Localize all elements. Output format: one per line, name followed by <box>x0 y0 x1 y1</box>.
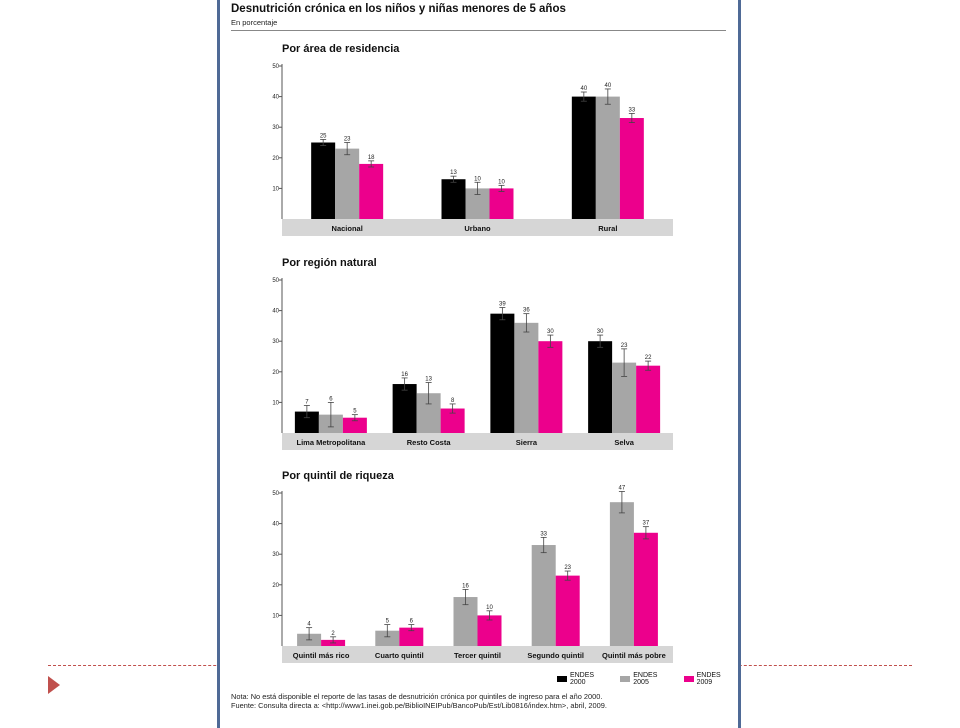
legend-label-endes-2000: ENDES 2000 <box>569 672 595 686</box>
chart-title: Por región natural <box>282 257 377 269</box>
data-label-endes-2005-segundo-quintil: 33 <box>540 531 548 538</box>
legend-swatch-endes-2000 <box>557 676 567 682</box>
data-label-endes-2000-urbano: 13 <box>450 170 457 177</box>
data-label-endes-2009-cuarto-quintil: 6 <box>409 618 413 625</box>
legend-label-endes-2009: ENDES 2009 <box>696 672 721 686</box>
bar-endes-2000-sierra <box>490 314 514 433</box>
bar-endes-2009-nacional <box>359 164 383 219</box>
title-rule <box>231 30 726 31</box>
data-label-endes-2009-tercer-quintil: 10 <box>486 604 493 611</box>
data-label-endes-2000-rural: 40 <box>580 86 588 93</box>
data-label-endes-2009-sierra: 30 <box>547 329 554 336</box>
chart-title: Por área de residencia <box>282 43 400 55</box>
slide-bullet-arrow-icon <box>48 676 60 694</box>
footnote-note: Nota: No está disponible el reporte de las tasas de desnutrición crónica por quintiles de ingreso para el año 2000. <box>231 692 603 701</box>
data-label-endes-2009-quintil-mas-rico: 2 <box>331 630 335 637</box>
bar-endes-2005-nacional <box>335 149 359 219</box>
bar-endes-2005-rural <box>596 97 620 219</box>
bar-endes-2009-segundo-quintil <box>556 576 580 646</box>
chart-quintil-de-riqueza <box>220 463 738 667</box>
y-tick-label: 10 <box>272 613 279 620</box>
category-label-resto-costa: Resto Costa <box>406 438 451 447</box>
y-tick-label: 20 <box>272 582 279 589</box>
data-label-endes-2009-nacional: 18 <box>367 154 375 161</box>
data-label-endes-2009-rural: 33 <box>628 107 636 114</box>
category-label-selva: Selva <box>614 438 634 447</box>
y-tick-label: 50 <box>272 64 279 70</box>
y-tick-label: 40 <box>272 308 279 315</box>
legend-swatch-endes-2009 <box>684 676 694 682</box>
legend-label-endes-2005: ENDES 2005 <box>633 672 658 686</box>
category-label-quintil-mas-pobre: Quintil más pobre <box>602 651 666 660</box>
bar-endes-2005-sierra <box>514 323 538 433</box>
category-label-sierra: Sierra <box>515 438 538 447</box>
bar-endes-2000-resto-costa <box>393 384 417 433</box>
data-label-endes-2009-resto-costa: 8 <box>450 397 455 404</box>
legend-item-endes-2005 <box>620 672 674 686</box>
category-label-tercer-quintil: Tercer quintil <box>454 651 501 660</box>
data-label-endes-2009-lima-metropolitana: 5 <box>353 408 357 415</box>
bar-endes-2009-sierra <box>538 341 562 433</box>
data-label-endes-2009-selva: 22 <box>644 355 652 362</box>
data-label-endes-2005-sierra: 36 <box>523 307 530 314</box>
bar-endes-2009-rural <box>620 118 644 219</box>
data-label-endes-2000-sierra: 39 <box>499 301 506 308</box>
data-label-endes-2000-lima-metropolitana: 7 <box>305 399 309 406</box>
bar-endes-2000-selva <box>588 341 612 433</box>
y-tick-label: 20 <box>272 155 279 162</box>
data-label-endes-2009-quintil-mas-pobre: 37 <box>642 520 650 527</box>
footnote <box>231 692 726 710</box>
data-label-endes-2005-lima-metropolitana: 6 <box>329 396 333 403</box>
category-label-cuarto-quintil: Cuarto quintil <box>374 651 424 660</box>
category-label-rural: Rural <box>598 224 618 233</box>
chart-area-de-residencia <box>220 36 738 240</box>
y-tick-label: 30 <box>272 125 279 132</box>
legend-item-endes-2000 <box>557 672 611 686</box>
document-title: Desnutrición crónica en los niños y niñas menores de 5 años <box>231 3 566 15</box>
y-tick-label: 50 <box>272 278 279 284</box>
legend-swatch-endes-2005 <box>620 676 630 682</box>
category-label-nacional: Nacional <box>331 224 363 233</box>
y-tick-label: 40 <box>272 521 279 528</box>
y-tick-label: 30 <box>272 339 279 346</box>
data-label-endes-2005-resto-costa: 13 <box>425 376 432 383</box>
data-label-endes-2005-quintil-mas-pobre: 47 <box>618 485 626 492</box>
data-label-endes-2009-segundo-quintil: 23 <box>564 565 572 572</box>
bar-endes-2009-urbano <box>490 188 514 219</box>
data-label-endes-2000-selva: 30 <box>596 329 604 336</box>
bar-endes-2000-urbano <box>442 179 466 219</box>
footnote-source: Fuente: Consulta directa a: <http://www1.inei.gob.pe/BiblioINEIPub/BancoPub/Est/Lib0816/index.htm>, abril, 2009. <box>231 701 607 710</box>
y-tick-label: 10 <box>272 186 279 193</box>
bar-endes-2009-selva <box>636 366 660 433</box>
data-label-endes-2005-cuarto-quintil: 5 <box>385 618 389 625</box>
y-tick-label: 30 <box>272 552 279 559</box>
category-label-lima-metropolitana: Lima Metropolitana <box>296 438 366 447</box>
chart-legend <box>557 672 738 686</box>
bar-endes-2005-segundo-quintil <box>532 545 556 646</box>
data-label-endes-2005-quintil-mas-rico: 4 <box>307 621 311 628</box>
chart-region-natural <box>220 250 738 454</box>
data-label-endes-2000-nacional: 25 <box>319 133 327 140</box>
category-label-urbano: Urbano <box>464 224 491 233</box>
document-frame <box>217 0 741 728</box>
chart-title: Por quintil de riqueza <box>282 470 394 482</box>
document-subtitle: En porcentaje <box>231 18 278 27</box>
data-label-endes-2005-tercer-quintil: 16 <box>462 583 469 590</box>
y-tick-label: 10 <box>272 400 279 407</box>
data-label-endes-2009-urbano: 10 <box>498 179 505 186</box>
category-label-quintil-mas-rico: Quintil más rico <box>292 651 350 660</box>
bar-endes-2000-nacional <box>311 143 335 220</box>
data-label-endes-2005-nacional: 23 <box>343 136 351 143</box>
y-tick-label: 20 <box>272 369 279 376</box>
bar-endes-2009-quintil-mas-pobre <box>634 533 658 646</box>
data-label-endes-2000-resto-costa: 16 <box>401 371 408 378</box>
data-label-endes-2005-selva: 23 <box>620 342 628 349</box>
legend-item-endes-2009 <box>684 672 738 686</box>
y-tick-label: 40 <box>272 94 279 101</box>
data-label-endes-2005-rural: 40 <box>604 82 612 89</box>
category-label-segundo-quintil: Segundo quintil <box>527 651 585 660</box>
bar-endes-2000-rural <box>572 97 596 219</box>
bar-endes-2005-quintil-mas-pobre <box>610 502 634 646</box>
data-label-endes-2005-urbano: 10 <box>474 176 481 183</box>
y-tick-label: 50 <box>272 491 279 497</box>
